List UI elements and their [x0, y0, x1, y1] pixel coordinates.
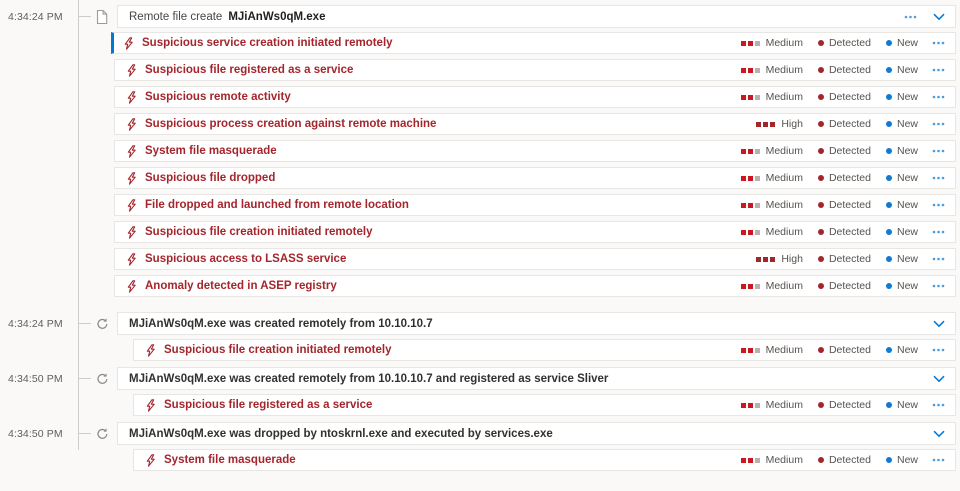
- alert-title: Suspicious file registered as a service: [145, 64, 354, 76]
- new-dot-icon: [886, 175, 892, 181]
- severity-square: [741, 68, 746, 73]
- event-action-label: Remote file create: [129, 10, 223, 23]
- severity-squares: [739, 95, 760, 100]
- new-dot-icon: [886, 402, 892, 408]
- severity-label: Medium: [765, 91, 803, 103]
- alert-status-label: New: [896, 37, 918, 49]
- alert-row[interactable]: [114, 59, 956, 81]
- severity-label: High: [781, 118, 803, 130]
- alert-meta: [731, 64, 945, 76]
- severity-square: [741, 149, 746, 154]
- chevron-down-icon[interactable]: [933, 320, 945, 328]
- alert-status: [886, 118, 918, 130]
- detection-status: [818, 280, 871, 292]
- more-actions-icon[interactable]: [932, 122, 945, 126]
- severity-label: Medium: [765, 64, 803, 76]
- new-dot-icon: [886, 94, 892, 100]
- alert-row[interactable]: [114, 86, 956, 108]
- severity-indicator: [731, 280, 803, 292]
- event-timestamp: 4:34:24 PM: [8, 318, 63, 330]
- alert-title: Suspicious file creation initiated remotely: [145, 226, 373, 238]
- severity-square: [741, 230, 746, 235]
- more-actions-icon[interactable]: [932, 403, 945, 407]
- event-description: MJiAnWs0qM.exe was created remotely from 10.10.10.7: [129, 317, 433, 330]
- alert-title: Suspicious service creation initiated remotely: [142, 37, 393, 49]
- severity-square: [755, 458, 760, 463]
- timeline-group: [0, 5, 960, 297]
- alert-meta: [731, 344, 945, 356]
- new-dot-icon: [886, 40, 892, 46]
- alert-meta: [731, 172, 945, 184]
- alert-bolt-icon: [126, 199, 137, 212]
- more-actions-icon[interactable]: [932, 203, 945, 207]
- alert-status: [886, 199, 918, 211]
- severity-square: [755, 149, 760, 154]
- severity-square: [741, 203, 746, 208]
- alert-status: [886, 172, 918, 184]
- alert-title: Suspicious process creation against remote machine: [145, 118, 437, 130]
- alert-meta: [731, 454, 945, 466]
- alert-bolt-icon: [123, 37, 134, 50]
- severity-label: Medium: [765, 172, 803, 184]
- timeline-group: [0, 422, 960, 471]
- alert-status-label: New: [896, 226, 918, 238]
- detected-dot-icon: [818, 256, 824, 262]
- severity-square: [755, 203, 760, 208]
- alert-status: [886, 280, 918, 292]
- tree-connector-line: [79, 433, 91, 434]
- severity-square: [748, 284, 753, 289]
- more-actions-icon[interactable]: [932, 348, 945, 352]
- severity-indicator: [731, 91, 803, 103]
- severity-indicator: [731, 344, 803, 356]
- more-actions-icon[interactable]: [932, 284, 945, 288]
- alert-meta: [731, 91, 945, 103]
- alert-row[interactable]: [114, 140, 956, 162]
- detection-status-label: Detected: [828, 91, 871, 103]
- alert-status-label: New: [896, 64, 918, 76]
- tree-connector-line: [79, 378, 91, 379]
- detection-status-label: Detected: [828, 199, 871, 211]
- severity-square: [748, 68, 753, 73]
- new-dot-icon: [886, 148, 892, 154]
- alert-status: [886, 37, 918, 49]
- new-dot-icon: [886, 202, 892, 208]
- timeline-group-header: [0, 5, 960, 28]
- severity-square: [741, 284, 746, 289]
- severity-square: [756, 122, 761, 127]
- alert-status: [886, 454, 918, 466]
- alert-row[interactable]: [114, 275, 956, 297]
- process-event-row[interactable]: [117, 422, 956, 445]
- alert-title: Suspicious file registered as a service: [164, 399, 373, 411]
- alert-bolt-icon: [145, 399, 156, 412]
- severity-square: [756, 257, 761, 262]
- alert-bolt-icon: [145, 454, 156, 467]
- detected-dot-icon: [818, 229, 824, 235]
- alert-row[interactable]: [114, 113, 956, 135]
- severity-indicator: [731, 64, 803, 76]
- detection-status-label: Detected: [828, 454, 871, 466]
- alert-meta: [731, 145, 945, 157]
- tree-connector-line: [79, 16, 91, 17]
- detection-status: [818, 199, 871, 211]
- alert-row[interactable]: [133, 394, 956, 416]
- event-icon: [94, 371, 109, 386]
- detection-status-label: Detected: [828, 344, 871, 356]
- new-dot-icon: [886, 283, 892, 289]
- detection-status: [818, 91, 871, 103]
- severity-square: [748, 176, 753, 181]
- severity-squares: [739, 230, 760, 235]
- severity-label: Medium: [765, 37, 803, 49]
- detection-status: [818, 172, 871, 184]
- process-event-row[interactable]: [117, 367, 956, 390]
- detection-status-label: Detected: [828, 172, 871, 184]
- severity-indicator: [731, 199, 803, 211]
- severity-label: Medium: [765, 145, 803, 157]
- severity-squares: [739, 68, 760, 73]
- detection-status: [818, 145, 871, 157]
- timeline-group: [0, 367, 960, 416]
- event-icon: [94, 316, 109, 331]
- detection-status: [818, 344, 871, 356]
- severity-squares: [739, 284, 760, 289]
- event-description: MJiAnWs0qM.exe was created remotely from 10.10.10.7 and registered as service Sliver: [129, 372, 609, 385]
- detected-dot-icon: [818, 347, 824, 353]
- new-dot-icon: [886, 347, 892, 353]
- detection-status-label: Detected: [828, 280, 871, 292]
- severity-squares: [739, 176, 760, 181]
- severity-indicator: [731, 253, 803, 265]
- event-timestamp: 4:34:50 PM: [8, 373, 63, 385]
- alert-bolt-icon: [126, 280, 137, 293]
- more-actions-icon[interactable]: [932, 458, 945, 462]
- timeline-group: [0, 312, 960, 361]
- more-actions-icon[interactable]: [932, 230, 945, 234]
- severity-square: [763, 122, 768, 127]
- severity-indicator: [731, 118, 803, 130]
- severity-indicator: [731, 226, 803, 238]
- severity-label: Medium: [765, 344, 803, 356]
- chevron-down-icon[interactable]: [933, 375, 945, 383]
- severity-square: [748, 458, 753, 463]
- detected-dot-icon: [818, 121, 824, 127]
- detection-status-label: Detected: [828, 64, 871, 76]
- chevron-down-icon[interactable]: [933, 430, 945, 438]
- severity-squares: [739, 403, 760, 408]
- severity-indicator: [731, 454, 803, 466]
- new-dot-icon: [886, 67, 892, 73]
- alert-title: Suspicious remote activity: [145, 91, 291, 103]
- alert-bolt-icon: [126, 226, 137, 239]
- alert-row[interactable]: [114, 194, 956, 216]
- severity-label: Medium: [765, 226, 803, 238]
- detected-dot-icon: [818, 283, 824, 289]
- severity-square: [755, 403, 760, 408]
- alert-row[interactable]: [133, 339, 956, 361]
- alert-bolt-icon: [126, 253, 137, 266]
- alert-status-label: New: [896, 253, 918, 265]
- severity-square: [755, 176, 760, 181]
- alert-status-label: New: [896, 118, 918, 130]
- alert-status-label: New: [896, 199, 918, 211]
- chevron-down-icon[interactable]: [933, 13, 945, 21]
- severity-square: [741, 403, 746, 408]
- alert-meta: [731, 118, 945, 130]
- new-dot-icon: [886, 121, 892, 127]
- alert-status-label: New: [896, 280, 918, 292]
- severity-square: [755, 41, 760, 46]
- file-name: MJiAnWs0qM.exe: [228, 10, 326, 23]
- more-actions-icon[interactable]: [932, 95, 945, 99]
- alert-status-label: New: [896, 172, 918, 184]
- alert-status-label: New: [896, 344, 918, 356]
- more-actions-icon[interactable]: [932, 257, 945, 261]
- severity-squares: [739, 41, 760, 46]
- severity-squares: [754, 257, 775, 262]
- alert-meta: [731, 37, 945, 49]
- alert-row[interactable]: [114, 248, 956, 270]
- detection-status: [818, 399, 871, 411]
- alert-meta: [731, 280, 945, 292]
- severity-square: [748, 41, 753, 46]
- severity-squares: [739, 348, 760, 353]
- severity-label: High: [781, 253, 803, 265]
- alert-status: [886, 226, 918, 238]
- more-actions-icon[interactable]: [932, 176, 945, 180]
- alert-status: [886, 64, 918, 76]
- detected-dot-icon: [818, 457, 824, 463]
- severity-square: [755, 95, 760, 100]
- alert-title: Suspicious file dropped: [145, 172, 276, 184]
- alert-meta: [731, 226, 945, 238]
- severity-square: [741, 458, 746, 463]
- alert-status-label: New: [896, 399, 918, 411]
- detection-status-label: Detected: [828, 37, 871, 49]
- alert-meta: [731, 399, 945, 411]
- alert-status-label: New: [896, 454, 918, 466]
- alert-status: [886, 399, 918, 411]
- more-actions-icon[interactable]: [932, 41, 945, 45]
- event-timestamp: 4:34:24 PM: [8, 11, 63, 23]
- severity-square: [755, 348, 760, 353]
- detection-status-label: Detected: [828, 145, 871, 157]
- detection-status-label: Detected: [828, 253, 871, 265]
- severity-square: [763, 257, 768, 262]
- timeline-group-header: [0, 312, 960, 335]
- alert-title: Suspicious access to LSASS service: [145, 253, 347, 265]
- alert-status: [886, 145, 918, 157]
- severity-square: [748, 403, 753, 408]
- alert-meta: [731, 199, 945, 211]
- document-icon: [94, 9, 109, 24]
- severity-square: [748, 95, 753, 100]
- more-actions-icon[interactable]: [932, 149, 945, 153]
- detected-dot-icon: [818, 148, 824, 154]
- alert-status-label: New: [896, 145, 918, 157]
- severity-square: [741, 95, 746, 100]
- detection-status: [818, 37, 871, 49]
- alert-meta: [731, 253, 945, 265]
- alert-title: Anomaly detected in ASEP registry: [145, 280, 337, 292]
- severity-square: [741, 176, 746, 181]
- severity-label: Medium: [765, 454, 803, 466]
- detection-status: [818, 226, 871, 238]
- severity-label: Medium: [765, 399, 803, 411]
- severity-squares: [754, 122, 775, 127]
- detection-status: [818, 253, 871, 265]
- severity-square: [755, 230, 760, 235]
- severity-square: [770, 257, 775, 262]
- detection-status-label: Detected: [828, 399, 871, 411]
- alert-bolt-icon: [126, 64, 137, 77]
- severity-indicator: [731, 399, 803, 411]
- detection-status: [818, 118, 871, 130]
- timeline-group-header: [0, 422, 960, 445]
- alert-bolt-icon: [126, 118, 137, 131]
- file-event-row[interactable]: [117, 5, 956, 28]
- detection-status-label: Detected: [828, 226, 871, 238]
- detection-status-label: Detected: [828, 118, 871, 130]
- severity-square: [748, 203, 753, 208]
- detected-dot-icon: [818, 40, 824, 46]
- more-actions-icon[interactable]: [904, 15, 917, 19]
- detected-dot-icon: [818, 175, 824, 181]
- detected-dot-icon: [818, 67, 824, 73]
- event-icon: [94, 426, 109, 441]
- new-dot-icon: [886, 256, 892, 262]
- detected-dot-icon: [818, 94, 824, 100]
- alert-bolt-icon: [145, 344, 156, 357]
- detected-dot-icon: [818, 402, 824, 408]
- severity-square: [741, 348, 746, 353]
- severity-indicator: [731, 37, 803, 49]
- severity-squares: [739, 458, 760, 463]
- alert-bolt-icon: [126, 145, 137, 158]
- alert-row[interactable]: [133, 449, 956, 471]
- alert-status-label: New: [896, 91, 918, 103]
- alert-status: [886, 253, 918, 265]
- event-description: MJiAnWs0qM.exe was dropped by ntoskrnl.exe and executed by services.exe: [129, 427, 553, 440]
- detection-status: [818, 64, 871, 76]
- severity-squares: [739, 149, 760, 154]
- alert-row[interactable]: [111, 32, 956, 54]
- severity-square: [741, 41, 746, 46]
- detected-dot-icon: [818, 202, 824, 208]
- alert-title: System file masquerade: [145, 145, 277, 157]
- new-dot-icon: [886, 229, 892, 235]
- alert-row[interactable]: [114, 167, 956, 189]
- severity-square: [755, 68, 760, 73]
- severity-square: [748, 230, 753, 235]
- alert-bolt-icon: [126, 91, 137, 104]
- event-timestamp: 4:34:50 PM: [8, 428, 63, 440]
- alert-status: [886, 91, 918, 103]
- alert-bolt-icon: [126, 172, 137, 185]
- more-actions-icon[interactable]: [932, 68, 945, 72]
- tree-connector-line: [79, 323, 91, 324]
- process-event-row[interactable]: [117, 312, 956, 335]
- alert-title: Suspicious file creation initiated remotely: [164, 344, 392, 356]
- timeline-group-header: [0, 367, 960, 390]
- severity-label: Medium: [765, 199, 803, 211]
- alert-row[interactable]: [114, 221, 956, 243]
- severity-square: [755, 284, 760, 289]
- severity-indicator: [731, 172, 803, 184]
- detection-status: [818, 454, 871, 466]
- severity-label: Medium: [765, 280, 803, 292]
- alert-title: System file masquerade: [164, 454, 296, 466]
- new-dot-icon: [886, 457, 892, 463]
- severity-squares: [739, 203, 760, 208]
- severity-indicator: [731, 145, 803, 157]
- severity-square: [770, 122, 775, 127]
- severity-square: [748, 348, 753, 353]
- severity-square: [748, 149, 753, 154]
- alert-status: [886, 344, 918, 356]
- alert-title: File dropped and launched from remote location: [145, 199, 409, 211]
